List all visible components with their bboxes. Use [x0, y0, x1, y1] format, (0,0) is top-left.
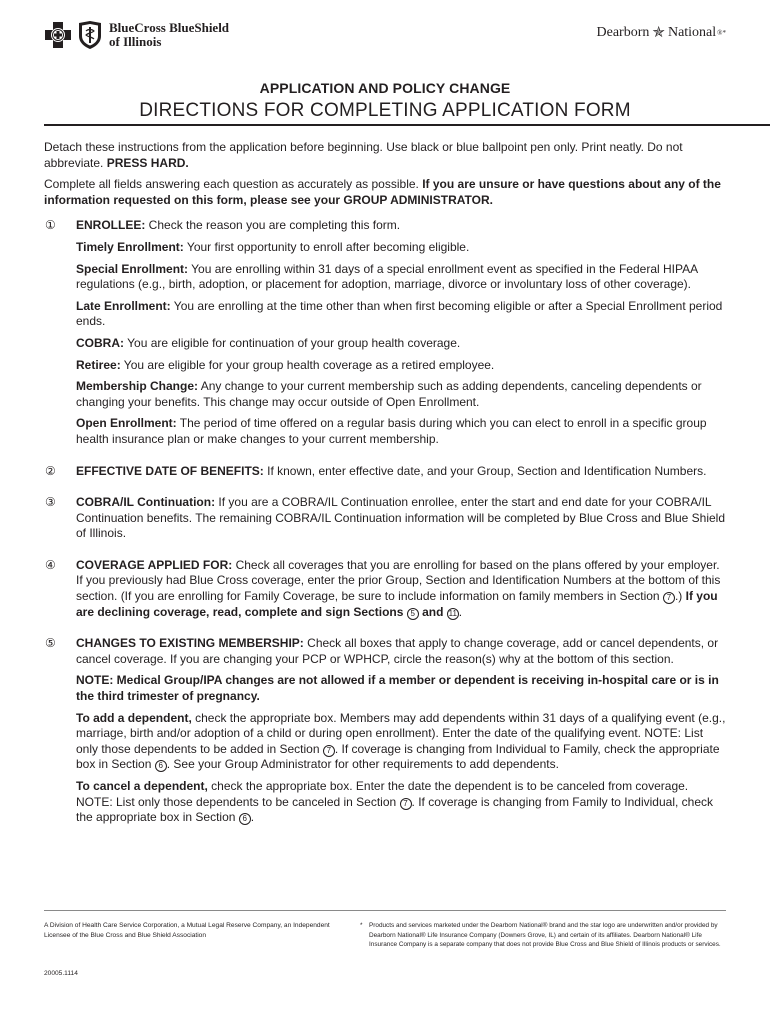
section-ref: 6 [155, 760, 167, 772]
intro-paragraph-2: Complete all fields answering each question as accurately as possible. If you are unsure or have questions about any of the information requested on this form, please see your GROUP ADMINISTRATOR. [44, 177, 721, 207]
blue-shield-icon [77, 20, 103, 50]
section-number: ② [45, 463, 56, 478]
national-word: National [667, 24, 717, 40]
section-4-text: COVERAGE APPLIED FOR: Check all coverages that you are enrolling for based on the plans offered by your employer. If you previously had Blue Cross coverage, enter the prior Group, Section and Identification Numbers at the bottom of this section. (If you are enrolling for Family Coverage, be sure to include information on family members in Section 7 .) If you are declining coverage, read, complete and sign Sections 5 and 11 . [76, 557, 721, 619]
list-item: Special Enrollment: You are enrolling within 31 days of a special enrollment event as specified in the Federal HIPAA regulations (e.g., birth, adoption, or placement for adoption, marriage, divorce or involuntary loss of other coverage). [76, 261, 698, 292]
list-item: Retiree: You are eligible for your group health coverage as a retired employee. [76, 357, 495, 372]
intro-paragraph-1: Detach these instructions from the application before beginning. Use black or blue ballpoint pen only. Print neatly. Do not abbreviate. PRESS HARD. [44, 140, 683, 170]
section-4 [44, 558, 726, 626]
dearborn-word: Dearborn [596, 24, 650, 40]
add-dependent-text: To add a dependent, check the appropriate box. Members may add dependents within 31 days of a qualifying event (e.g., marriage, birth and/or adoption of a child or during open enrollment). Enter the date of the qualifying event. NOTE: List only those dependents to be added in Section 7 . If coverage is changing from Individual to Family, check the appropriate box in Section 6 . See your Group Administrator for other requirements to add dependents. [76, 710, 726, 772]
form-code: 20005.1114 [44, 970, 78, 977]
registered-mark: ®* [717, 28, 726, 37]
footer-rule [44, 910, 726, 911]
section-3 [44, 495, 726, 548]
section-3-text: COBRA/IL Continuation: If you are a COBRA/IL Continuation enrollee, enter the start and end date for your COBRA/IL Continuation benefits. The remaining COBRA/IL Continuation information will be completed by Blue Cross and Blue Shield of Illinois. [76, 495, 726, 541]
bcbs-logo [44, 20, 229, 50]
footer-underwriter-note [360, 921, 726, 950]
footnote-text: Products and services marketed under the Dearborn National® brand and the star logo are underwritten and/or provided by Dearborn National® Life Insurance Company (Downers Grove, IL) and certain of its affiliates. Dearborn National® Life Insurance Company is a separate company that does not provide Blue Cross and Blue Shield of Illinois products or services. [369, 922, 721, 948]
dearborn-national-logo [597, 23, 727, 42]
section-number: ③ [45, 495, 56, 510]
section-1 [44, 218, 726, 453]
title-rule [44, 124, 770, 126]
section-2-text: EFFECTIVE DATE OF BENEFITS: If known, enter effective date, and your Group, Section and Identification Numbers. [76, 463, 707, 478]
section-ref: 7 [400, 798, 412, 810]
supertitle: APPLICATION AND POLICY CHANGE [259, 80, 511, 96]
section-ref: 6 [239, 813, 251, 825]
instructions-body [44, 140, 726, 832]
list-item: Open Enrollment: The period of time offered on a regular basis during which you can elect to enroll in a specific group health insurance plan or make changes to your current membership. [76, 416, 707, 446]
footer-disclaimer: A Division of Health Care Service Corporation, a Mutual Legal Reserve Company, an Independent Licensee of the Blue Cross and Blue Shield Association [44, 922, 330, 939]
star-icon: ✯ [652, 25, 665, 41]
section-2 [44, 464, 726, 486]
title-block [0, 80, 770, 122]
section-ref: 5 [407, 608, 419, 620]
section-5-note: NOTE: Medical Group/IPA changes are not allowed if a member or dependent is receiving in-hospital care or is in the third trimester of pregnancy. [76, 673, 719, 704]
cancel-dependent-text: To cancel a dependent, check the appropriate box. Enter the date the dependent is to be canceled from coverage. NOTE: List only those dependents to be canceled in Section 7 . If coverage is changing from Family to Individual, check the appropriate box in Section 6 . [76, 779, 714, 825]
section-ref: 7 [663, 592, 675, 604]
section-number: ⑤ [45, 636, 56, 651]
list-item: Membership Change: Any change to your current membership such as adding dependents, canceling dependents or changing your benefits. This change may occur outside of Open Enrollment. [76, 379, 702, 409]
blue-cross-icon [44, 21, 72, 49]
section-number: ① [45, 218, 56, 233]
section-ref: 11 [448, 608, 457, 618]
section-5 [44, 636, 726, 832]
footnote-asterisk: * [360, 922, 363, 929]
list-item: Timely Enrollment: Your first opportunity to enroll after becoming eligible. [76, 239, 470, 254]
page-title: DIRECTIONS FOR COMPLETING APPLICATION FORM [139, 100, 631, 121]
section-5-text: CHANGES TO EXISTING MEMBERSHIP: Check all boxes that apply to change coverage, add or cancel dependents, or cancel coverage. If you are changing your PCP or WPHCP, circle the reason(s) why at the bottom of this section. [76, 636, 719, 666]
section-1-heading: ENROLLEE: Check the reason you are completing this form. [76, 218, 401, 233]
list-item: COBRA: You are eligible for continuation of your group health coverage. [76, 335, 461, 350]
bcbs-name: BlueCross BlueShield [109, 20, 230, 35]
list-item: Late Enrollment: You are enrolling at the time other than when first becoming eligible or after a Special Enrollment period ends. [76, 298, 723, 329]
section-ref: 7 [323, 745, 335, 757]
section-number: ④ [45, 557, 56, 572]
bcbs-state: of Illinois [109, 34, 162, 49]
